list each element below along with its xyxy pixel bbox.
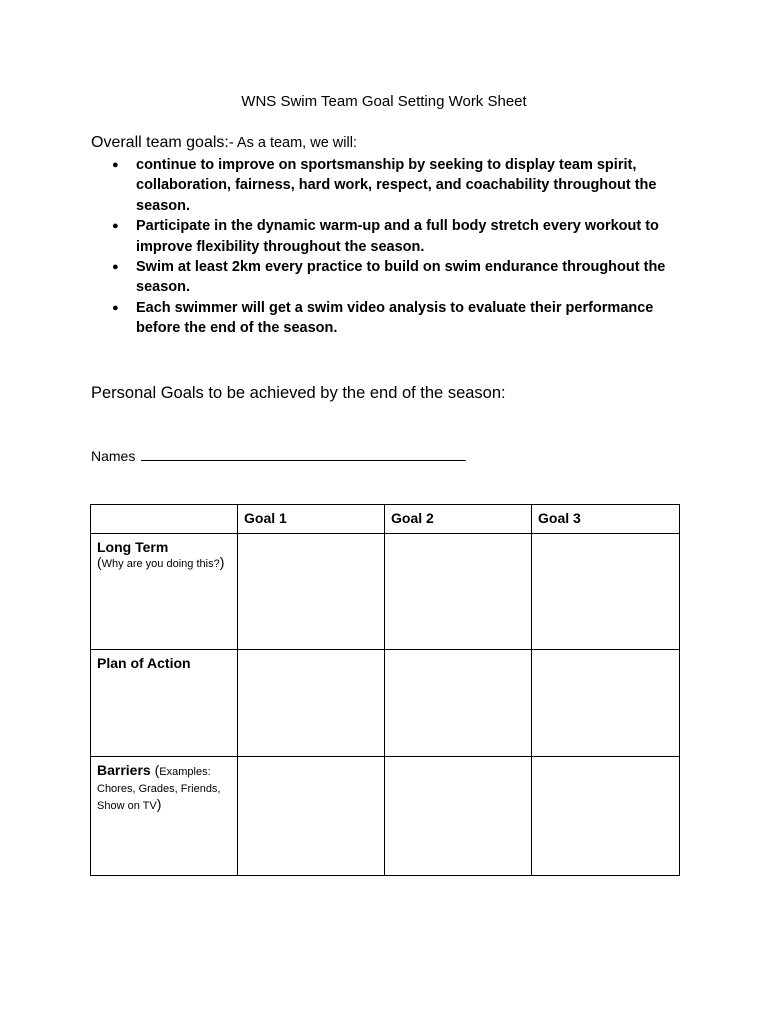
names-label: Names — [91, 448, 136, 464]
goal-2-barriers-cell[interactable] — [385, 757, 532, 876]
open-paren: ( — [154, 762, 160, 778]
table-row-long-term — [91, 534, 680, 650]
team-goal-text: Each swimmer will get a swim video analysis to evaluate their performance before the end of the season. — [136, 299, 654, 337]
team-goals-heading-tail: - As a team, we will: — [228, 135, 357, 151]
personal-goals-heading: Personal Goals to be achieved by the end of the season: — [91, 384, 506, 402]
goal-table — [90, 504, 680, 876]
table-row-barriers — [91, 757, 680, 876]
goal-1-plan-cell[interactable] — [238, 650, 385, 757]
row-header-plan-of-action — [91, 650, 238, 757]
close-paren: ) — [156, 796, 162, 812]
goal-3-plan-cell[interactable] — [532, 650, 680, 757]
column-header-goal-3: Goal 3 — [532, 505, 680, 534]
team-goal-item — [112, 155, 686, 216]
team-goals-heading-label: Overall team goals: — [91, 134, 229, 151]
table-corner-cell — [91, 505, 238, 534]
open-paren: ( — [97, 554, 102, 570]
goal-3-long-term-cell[interactable] — [532, 534, 680, 650]
row-title: Plan of Action — [97, 655, 191, 671]
team-goal-item — [112, 298, 686, 339]
team-goal-item — [112, 257, 686, 298]
row-header-barriers — [91, 757, 238, 876]
row-header-long-term — [91, 534, 238, 650]
team-goal-text: continue to improve on sportsmanship by seeking to display team spirit, collaboration, fairness, hard work, respect, and coachability throughout the season. — [136, 157, 657, 214]
goal-2-long-term-cell[interactable] — [385, 534, 532, 650]
names-blank-line[interactable] — [141, 446, 466, 461]
row-note: Examples: Chores, Grades, Friends, Show on TV — [97, 766, 221, 812]
row-title: Barriers — [97, 762, 151, 778]
row-title: Long Term — [97, 539, 169, 555]
column-header-goal-1: Goal 1 — [238, 505, 385, 534]
close-paren: ) — [219, 554, 225, 570]
bullet-icon: ● — [112, 261, 119, 274]
table-row-plan-of-action — [91, 650, 680, 757]
goal-1-long-term-cell[interactable] — [238, 534, 385, 650]
team-goal-text: Participate in the dynamic warm-up and a full body stretch every workout to improve flexibility throughout the season. — [136, 218, 659, 255]
page-title: WNS Swim Team Goal Setting Work Sheet — [241, 93, 527, 110]
bullet-icon: ● — [112, 159, 119, 171]
names-field — [91, 446, 466, 465]
bullet-icon: ● — [112, 301, 119, 314]
row-note: Why are you doing this? — [101, 558, 220, 570]
team-goals-list — [112, 155, 686, 339]
team-goals-heading — [91, 132, 357, 154]
goal-1-barriers-cell[interactable] — [238, 757, 385, 876]
column-header-goal-2: Goal 2 — [385, 505, 532, 534]
team-goal-item — [112, 216, 686, 257]
goal-2-plan-cell[interactable] — [385, 650, 532, 757]
bullet-icon: ● — [112, 220, 119, 233]
goal-table-header-row — [91, 505, 680, 534]
goal-3-barriers-cell[interactable] — [532, 757, 680, 876]
team-goal-text: Swim at least 2km every practice to build on swim endurance throughout the season. — [136, 259, 666, 296]
